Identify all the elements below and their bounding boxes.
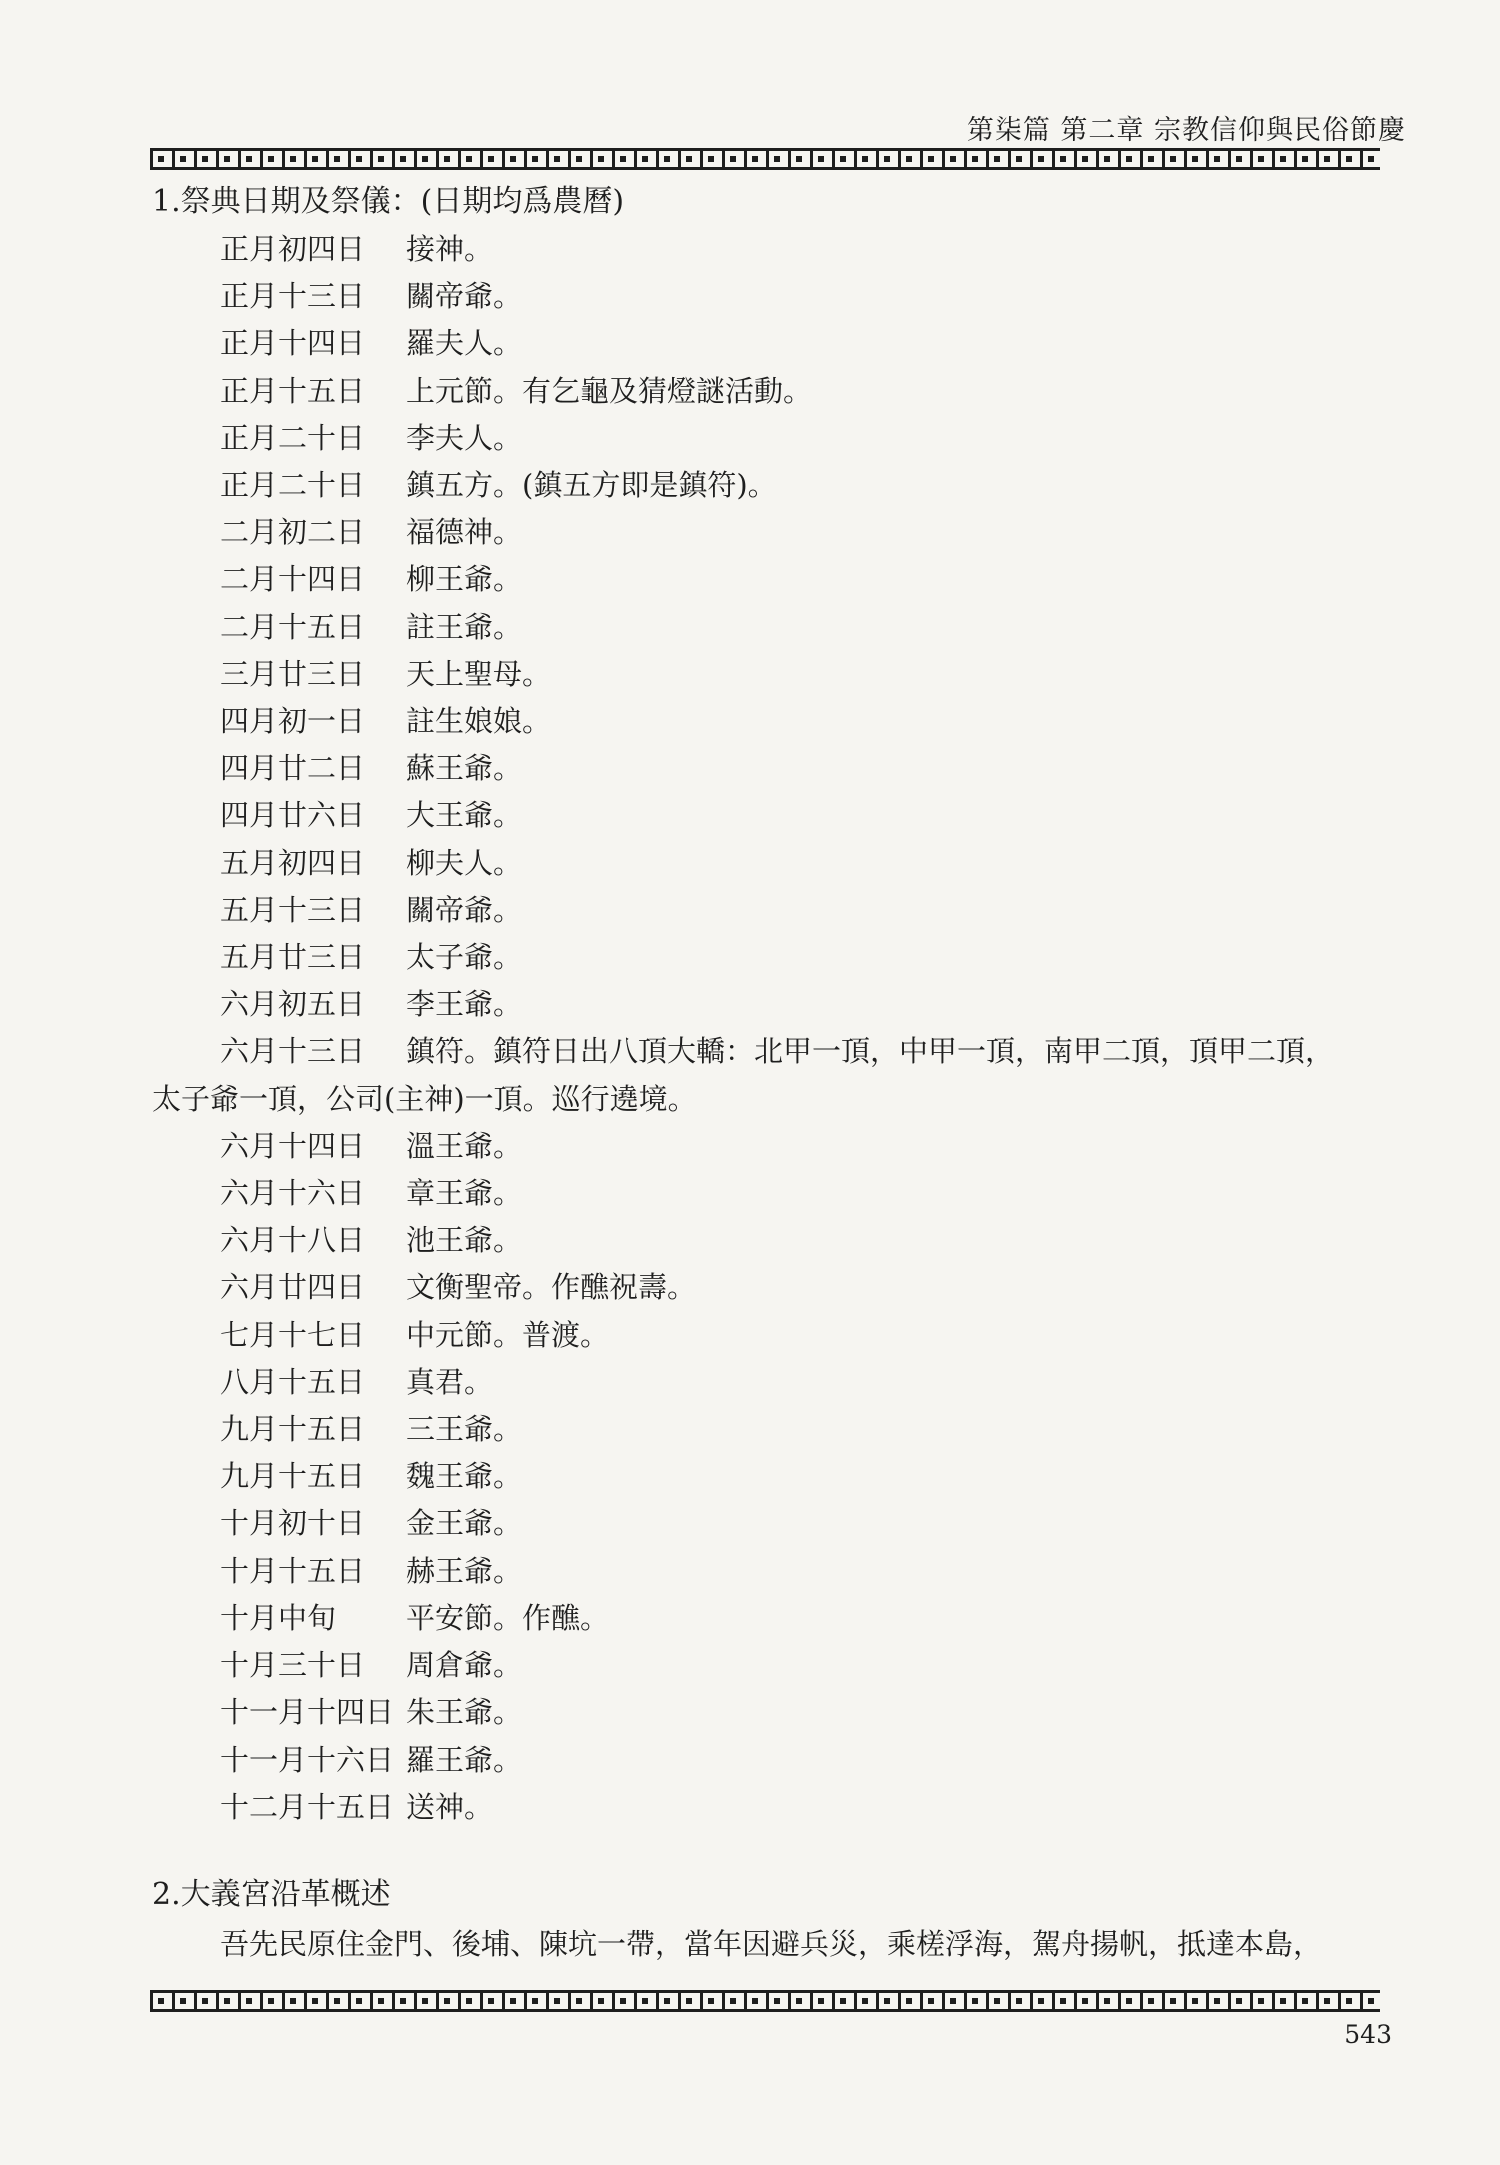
festival-item	[152, 887, 1392, 934]
festival-deity: 鎮五方。(鎮五方即是鎮符)。	[406, 468, 777, 503]
festival-item	[152, 1264, 1392, 1311]
festival-item	[152, 745, 1392, 792]
festival-date: 十一月十六日	[220, 1742, 395, 1777]
festival-date: 正月十三日	[220, 279, 366, 314]
festival-item	[152, 792, 1392, 839]
festival-item	[152, 1312, 1392, 1359]
festival-deity: 大王爺。	[406, 798, 523, 833]
running-header: 第柒篇 第二章 宗教信仰與民俗節慶	[966, 115, 1406, 146]
festival-item	[152, 651, 1392, 698]
festival-date: 正月十五日	[220, 373, 366, 408]
festival-list	[152, 226, 1392, 1831]
section-1-title: 1.祭典日期及祭儀：(日期均爲農曆)	[152, 184, 625, 219]
festival-item	[152, 509, 1392, 556]
festival-date: 六月十四日	[220, 1128, 366, 1163]
festival-item	[152, 698, 1392, 745]
festival-date: 七月十七日	[220, 1317, 366, 1352]
festival-date: 二月十四日	[220, 562, 366, 597]
festival-item	[152, 226, 1392, 273]
festival-date: 六月十八日	[220, 1223, 366, 1258]
festival-item	[152, 934, 1392, 981]
festival-item	[152, 840, 1392, 887]
festival-item	[152, 320, 1392, 367]
festival-date: 五月十三日	[220, 892, 366, 927]
festival-date: 三月廿三日	[220, 656, 366, 691]
festival-date: 正月二十日	[220, 468, 366, 503]
festival-deity: 赫王爺。	[406, 1553, 523, 1588]
festival-deity: 上元節。有乞龜及猜燈謎活動。	[406, 373, 813, 408]
festival-deity: 註生娘娘。	[406, 704, 552, 739]
festival-date: 二月初二日	[220, 515, 366, 550]
festival-deity: 羅王爺。	[406, 1742, 523, 1777]
festival-item	[152, 1406, 1392, 1453]
festival-date: 八月十五日	[220, 1364, 366, 1399]
festival-item	[152, 1453, 1392, 1500]
festival-date: 五月初四日	[220, 845, 366, 880]
festival-date: 四月廿二日	[220, 751, 366, 786]
festival-deity: 柳夫人。	[406, 845, 523, 880]
festival-deity: 送神。	[406, 1789, 494, 1824]
page-content	[152, 178, 1392, 1969]
festival-deity: 李夫人。	[406, 420, 523, 455]
top-border-ornament	[150, 148, 1380, 170]
festival-item	[152, 1500, 1392, 1547]
festival-item	[152, 1217, 1392, 1264]
bottom-border-ornament	[150, 1990, 1380, 2012]
festival-item	[152, 1642, 1392, 1689]
festival-deity: 真君。	[406, 1364, 494, 1399]
festival-deity: 鎮符。鎮符日出八頂大轎：北甲一頂，中甲一頂，南甲二頂，頂甲二頂，	[406, 1034, 1335, 1069]
festival-date: 六月廿四日	[220, 1270, 366, 1305]
festival-deity: 柳王爺。	[406, 562, 523, 597]
festival-item	[152, 981, 1392, 1028]
page-number: 543	[1344, 2020, 1392, 2049]
festival-date: 十二月十五日	[220, 1789, 395, 1824]
festival-date: 六月初五日	[220, 987, 366, 1022]
festival-date: 六月十六日	[220, 1176, 366, 1211]
festival-deity: 天上聖母。	[406, 656, 552, 691]
festival-item	[152, 1548, 1392, 1595]
festival-deity: 羅夫人。	[406, 326, 523, 361]
festival-date: 五月廿三日	[220, 940, 366, 975]
festival-date: 九月十五日	[220, 1459, 366, 1494]
festival-item	[152, 462, 1392, 509]
festival-deity: 文衡聖帝。作醮祝壽。	[406, 1270, 697, 1305]
festival-date: 正月十四日	[220, 326, 366, 361]
festival-item	[152, 273, 1392, 320]
festival-deity: 註王爺。	[406, 609, 523, 644]
festival-date: 正月初四日	[220, 232, 366, 266]
festival-deity: 接神。	[406, 232, 494, 266]
festival-date: 十月十五日	[220, 1553, 366, 1588]
festival-deity: 中元節。普渡。	[406, 1317, 610, 1352]
festival-item	[152, 1028, 1392, 1122]
festival-date: 正月二十日	[220, 420, 366, 455]
festival-deity: 周倉爺。	[406, 1648, 523, 1683]
festival-deity-continued: 太子爺一頂，公司(主神)一頂。巡行遶境。	[152, 1081, 697, 1116]
festival-date: 六月十三日	[220, 1034, 366, 1069]
festival-date: 九月十五日	[220, 1412, 366, 1447]
festival-date: 十月三十日	[220, 1648, 366, 1683]
festival-item	[152, 1784, 1392, 1831]
festival-deity: 李王爺。	[406, 987, 523, 1022]
festival-date: 十月中旬	[220, 1600, 337, 1635]
festival-item	[152, 368, 1392, 415]
festival-deity: 魏王爺。	[406, 1459, 523, 1494]
festival-date: 十月初十日	[220, 1506, 366, 1541]
festival-item	[152, 1737, 1392, 1784]
festival-date: 四月初一日	[220, 704, 366, 739]
festival-item	[152, 604, 1392, 651]
festival-deity: 池王爺。	[406, 1223, 523, 1258]
festival-date: 四月廿六日	[220, 798, 366, 833]
festival-deity: 三王爺。	[406, 1412, 523, 1447]
festival-item	[152, 1595, 1392, 1642]
festival-deity: 太子爺。	[406, 940, 523, 975]
festival-deity: 關帝爺。	[406, 279, 523, 314]
festival-deity: 福德神。	[406, 515, 523, 550]
festival-item	[152, 556, 1392, 603]
festival-deity: 章王爺。	[406, 1176, 523, 1211]
festival-deity: 金王爺。	[406, 1506, 523, 1541]
festival-deity: 溫王爺。	[406, 1128, 523, 1163]
festival-item	[152, 1123, 1392, 1170]
festival-item	[152, 1359, 1392, 1406]
section-2-title: 2.大義宮沿革概述	[152, 1876, 391, 1912]
festival-item	[152, 415, 1392, 462]
section-2-paragraph: 吾先民原住金門、後埔、陳坑一帶，當年因避兵災，乘槎浮海，駕舟揚帆，抵達本島，	[220, 1926, 1323, 1961]
festival-item	[152, 1689, 1392, 1736]
festival-item	[152, 1170, 1392, 1217]
festival-date: 十一月十四日	[220, 1695, 395, 1730]
festival-date: 二月十五日	[220, 609, 366, 644]
festival-deity: 朱王爺。	[406, 1695, 523, 1730]
festival-deity: 平安節。作醮。	[406, 1600, 610, 1635]
festival-deity: 蘇王爺。	[406, 751, 523, 786]
festival-deity: 關帝爺。	[406, 892, 523, 927]
